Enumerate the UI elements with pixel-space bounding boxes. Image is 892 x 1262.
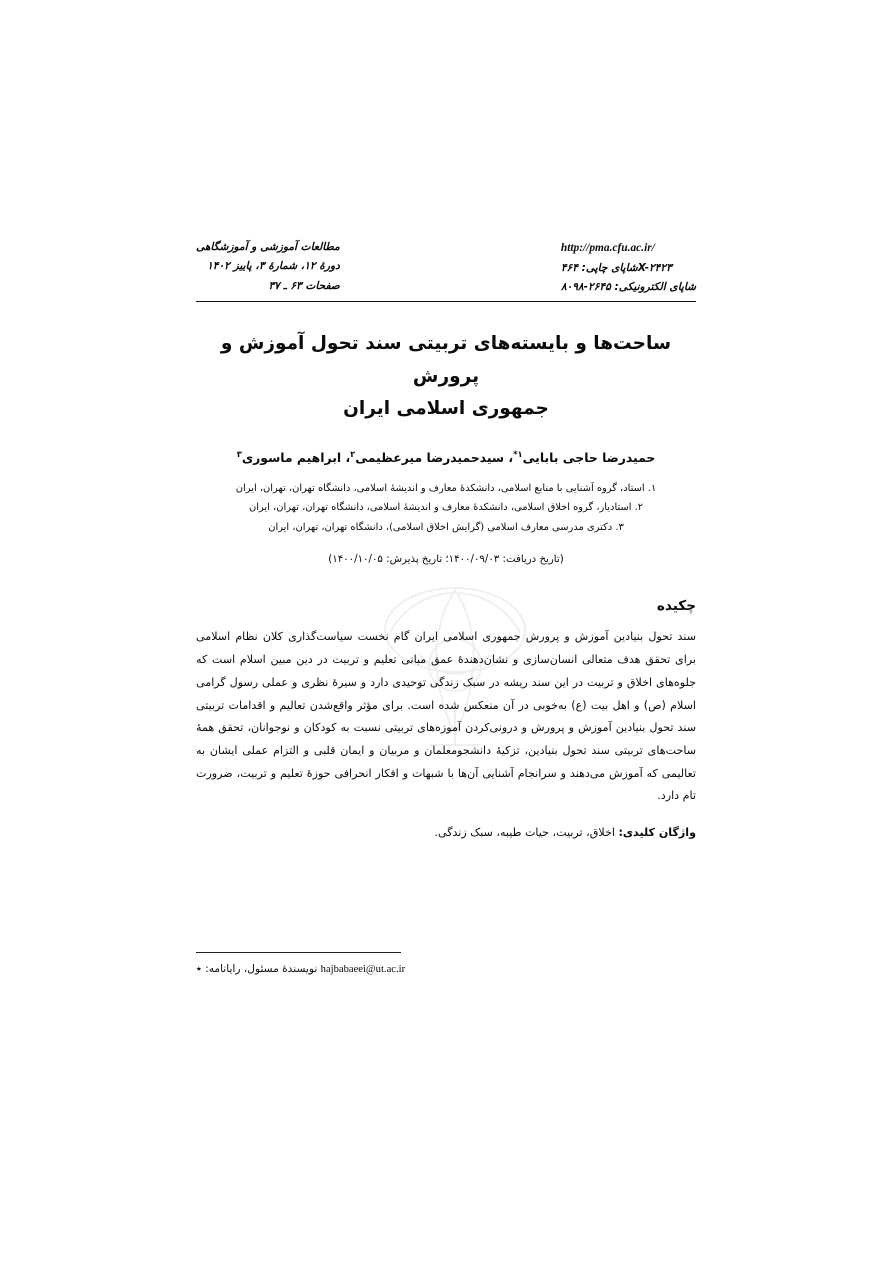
journal-pages: صفحات ۶۳ ـ ۳۷ [268, 279, 340, 292]
page-title [196, 328, 696, 425]
journal-url[interactable]: http://pma.cfu.ac.ir/ [560, 242, 655, 254]
author-marker-2: ۲ [350, 449, 356, 460]
masthead-journal-info [196, 240, 340, 294]
issn-print: شاپای چاپی: ۴۶۴X-۲۴۲۳ [560, 261, 672, 274]
affiliation-item: ۱. استاد، گروه آشنایی با منابع اسلامی، دانشکدهٔ معارف و اندیشهٔ اسلامی، دانشگاه تهران، تهران، ایران [235, 482, 657, 494]
corresponding-author-note [196, 963, 696, 975]
author-separator-1: ، [504, 450, 514, 466]
affiliation-item: ۳. دکتری مدرسی معارف اسلامی (گرایش اخلاق اسلامی)، دانشگاه تهران، تهران، ایران [268, 522, 624, 534]
author-marker-1: ۱* [513, 449, 523, 460]
corresponding-author-email[interactable]: hajbabaeei@ut.ac.ir [320, 964, 406, 975]
footnote-area [196, 952, 696, 975]
masthead-identifiers [561, 240, 696, 295]
title-line-2: جمهوری اسلامی ایران [343, 398, 549, 419]
journal-volume: دورهٔ ۱۲، شمارهٔ ۳، پاییز ۱۴۰۲ [207, 260, 340, 273]
keywords-label: واژگان کلیدی: [618, 826, 696, 840]
author-marker-3: ۳ [236, 449, 242, 460]
issn-online: شاپای الکترونیکی: ۲۶۴۵-۸۰۹۸ [560, 280, 696, 293]
author-name-2: سیدحمیدرضا میرعظیمی [355, 450, 505, 466]
affiliation-item: ۲. استادیار، گروه اخلاق اسلامی، دانشکدهٔ معارف و اندیشهٔ اسلامی، دانشگاه تهران، تهران، ایران [248, 502, 644, 514]
author-name-3: ابراهیم ماسوری [241, 450, 342, 466]
abstract-body: سند تحول بنیادین آموزش و پرورش جمهوری اسلامی ایران گام نخست سیاست‌گذاری کلان نظام اسلامی برای تحقق هدف متعالی انسان‌سازی و نشان‌دهندهٔ عمق مبانی تعلیم و تربیت در دین مبین اسلام است که جلوه‌های اخلاق و تربیت در این سند ریشه در سبک زندگی توحیدی دارد و سیرهٔ نظری و عملی رسول گرامی اسلام (ص) و اهل بیت (ع) به‌خوبی در آن منعکس شده است. برای مؤثر واقع‌شدن تعالیم و اقدامات تربیتی سند تحول بنیادین آموزش و پرورش و درونی‌کردن آموزه‌های تربیتی نسبت به کودکان و نوجوانان، تحقق همهٔ ساحت‌های تربیتی سند تحول بنیادین، تزکیهٔ دانشجومعلمان و مربیان و ایمان قلبی و التزام عملی ایشان به تعالیمی که آموزش می‌دهند و سرانجام آشنایی آن‌ها با شبهات و افکار انحرافی حوزهٔ تعلیم و تربیت، ضرورت تام دارد. [196, 630, 696, 803]
author-list [196, 447, 696, 468]
keywords [196, 822, 696, 843]
footnote-divider [196, 952, 401, 953]
article-content [196, 240, 696, 843]
corresponding-author-label: نویسندهٔ مسئول، رایانامه: [205, 963, 318, 975]
author-name-1: حمیدرضا حاجی بابایی [522, 450, 656, 466]
footnote-marker: ٭ [196, 963, 202, 975]
abstract-heading: چکیده [656, 598, 696, 615]
journal-title: مطالعات آموزشی و آموزشگاهی [196, 241, 340, 253]
journal-masthead [196, 240, 696, 302]
affiliation-list [196, 479, 696, 538]
submission-dates: (تاریخ دریافت: ۱۴۰۰/۰۹/۰۳؛ تاریخ پذیرش: ۱۴۰۰/۱۰/۰۵) [328, 554, 564, 566]
keywords-value: اخلاق، تربیت، حیات طیبه، سبک زندگی. [434, 826, 615, 840]
author-separator-2: ، [341, 450, 351, 466]
title-line-1: ساحت‌ها و بایسته‌های تربیتی سند تحول آموزش و پرورش [220, 333, 672, 387]
